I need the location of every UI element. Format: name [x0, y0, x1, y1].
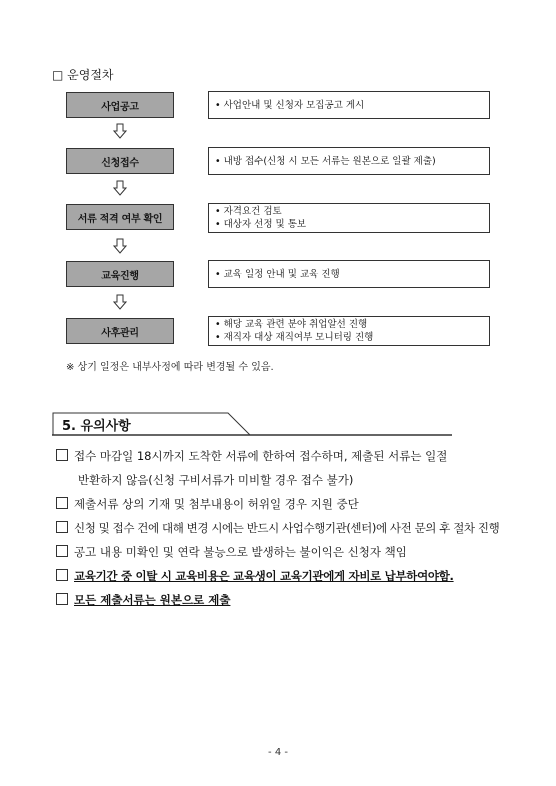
- page-number: - 4 -: [268, 747, 288, 758]
- checkbox-bullet-icon: [56, 593, 68, 605]
- section5-header: [52, 412, 452, 436]
- step-desc-line: • 교육 일정 안내 및 교육 진행: [215, 268, 340, 280]
- schedule-note: ※ 상기 일정은 내부사정에 따라 변경될 수 있음.: [66, 362, 274, 373]
- notice-item-emphasis: [56, 592, 230, 608]
- notice-item-emphasis: [56, 568, 454, 584]
- step-desc-line: • 해당 교육 관련 분야 취업알선 진행: [215, 319, 368, 330]
- notice-text: 교육기간 중 이탈 시 교육비용은 교육생이 교육기관에게 자비로 납부하여야함.: [74, 569, 454, 583]
- checkbox-bullet-icon: [56, 569, 68, 581]
- step-desc-followup: [208, 316, 490, 346]
- step-box-followup: 사후관리: [66, 318, 174, 344]
- down-arrow-icon: [113, 123, 127, 139]
- down-arrow-icon: [113, 238, 127, 254]
- step-desc-line: • 내방 접수(신청 시 모든 서류는 원본으로 일괄 제출): [215, 155, 436, 167]
- checkbox-bullet-icon: [56, 545, 68, 557]
- step-box-eligibility: 서류 적격 여부 확인: [66, 204, 174, 230]
- notice-continuation: 반환하지 않음(신청 구비서류가 미비할 경우 접수 불가): [78, 473, 354, 487]
- notice-item: [56, 520, 499, 536]
- notice-text: 신청 및 접수 건에 대해 변경 시에는 반드시 사업수행기관(센터)에 사전 문의 후 절차 진행: [74, 521, 500, 535]
- notice-item: [56, 544, 407, 560]
- section-title: □ 운영절차: [52, 68, 114, 82]
- section5-title: 5. 유의사항: [62, 419, 131, 434]
- step-desc-line: • 자격요건 검토: [215, 206, 282, 217]
- step-box-training: 교육진행: [66, 261, 174, 287]
- notice-text: 제출서류 상의 기재 및 첨부내용이 허위일 경우 지원 중단: [74, 497, 359, 511]
- notice-text: 공고 내용 미확인 및 연락 불능으로 발생하는 불이익은 신청자 책임: [74, 545, 407, 559]
- step-desc-line: • 사업안내 및 신청자 모집공고 게시: [215, 99, 365, 111]
- step-desc-application: [208, 147, 490, 175]
- checkbox-bullet-icon: [56, 449, 68, 461]
- step-box-announcement: 사업공고: [66, 92, 174, 118]
- down-arrow-icon: [113, 180, 127, 196]
- step-desc-announcement: [208, 91, 490, 119]
- notice-item: [56, 448, 447, 464]
- checkbox-bullet-icon: [56, 521, 68, 533]
- notice-item: [56, 496, 359, 512]
- step-desc-training: [208, 260, 490, 288]
- notice-text: 접수 마감일 18시까지 도착한 서류에 한하여 접수하며, 제출된 서류는 일절: [74, 449, 448, 463]
- step-desc-line: • 재직자 대상 재직여부 모니터링 진행: [215, 332, 374, 343]
- checkbox-bullet-icon: [56, 497, 68, 509]
- down-arrow-icon: [113, 294, 127, 310]
- step-box-application: 신청접수: [66, 148, 174, 174]
- notice-text: 모든 제출서류는 원본으로 제출: [74, 593, 231, 607]
- step-desc-line: • 대상자 선정 및 통보: [215, 219, 307, 230]
- step-desc-eligibility: [208, 203, 490, 233]
